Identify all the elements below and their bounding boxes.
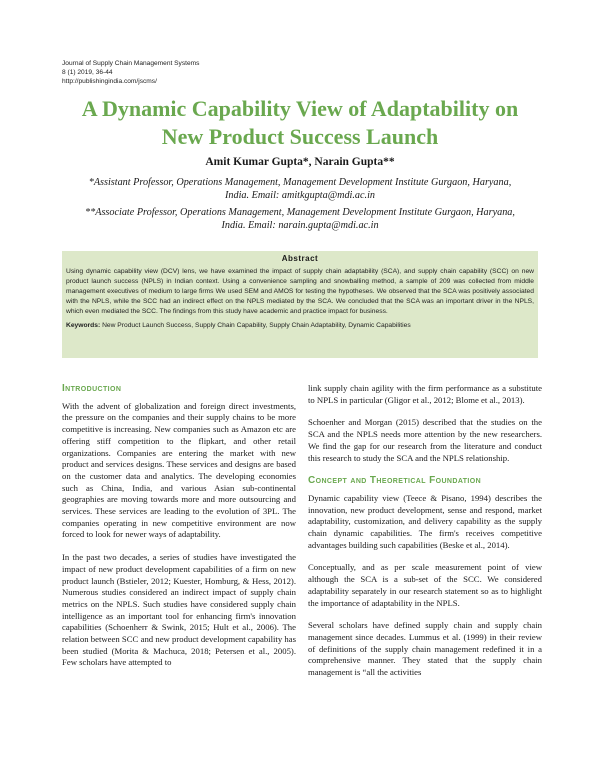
affiliation-second bbox=[60, 206, 540, 232]
journal-issue: 8 (1) 2019, 36-44 bbox=[62, 69, 113, 76]
right-paragraph-2: Schoenher and Morgan (2015) described that the studies on the SCA and the NPLS needs more attention by the new researchers. We find the gap for our research from the literature and conduct this research to study the SCA and the NPLS relationship. bbox=[308, 417, 542, 463]
affiliation-first-line2: India. Email: amitkgupta@mdi.ac.in bbox=[225, 190, 375, 201]
journal-info bbox=[62, 59, 199, 86]
keywords-list: New Product Launch Success, Supply Chain Capability, Supply Chain Adaptability, Dynamic Capabilities bbox=[102, 322, 411, 329]
introduction-paragraph-2: In the past two decades, a series of studies have investigated the impact of new product development capabilities of a firm on new product launch (Bstieler, 2012; Kuester, Homburg, & Hess, 2012). Numerous studies considered an indirect impact of supply chain metrics on the NPLS. Such studies have considered supply chain intelligence as an important tool for enhancing firm's innovation capabilities (Schoenherr & Swink, 2015; Hult et al., 2006). The relation between SCC and new product development capability has been studied (Morita & Machuca, 2018; Petersen et al., 2005). Few scholars have attempted to bbox=[62, 552, 296, 668]
keywords-label: Keywords: bbox=[66, 322, 101, 329]
introduction-paragraph-1: With the advent of globalization and foreign direct investments, the pressure on the companies and their supply chains to be more competitive is increasing. New companies such as Amazon etc are offering stiff competition to the flipkart, and other retail organizations. Companies are entering the market with new product and services designs. These services and designs are based on the customer data and analytics. The developing economies such as China, India, and various Asian sub-continental geographies are moving towards more and more outsourcing and services. These services are leading to the evolution of 3PL. The companies operating in new competitive environment are now forced to look for newer ways of adaptability. bbox=[62, 400, 296, 540]
affiliation-first bbox=[60, 176, 540, 202]
title-line-1: A Dynamic Capability View of Adaptability on bbox=[81, 96, 519, 121]
introduction-heading: Introduction bbox=[62, 383, 122, 394]
abstract-text: Using dynamic capability view (DCV) lens, we have examined the impact of supply chain adaptability (SCA), and supply chain capability (SCC) on new product launch success (NPLS) in Indian context. Using a convenience sampling and snowballing method, a sample of 209 was collected from middle management executives of medium to large firms We used SEM and AMOS for testing the hypotheses. We observed that the SCA was positively associated with the NPLS, while the SCC had an indirect effect on the NPLS mediated by the SCA. We concluded that the SCA was an important driver in the NPLS, which even mediated the SCC. The findings from this study have academic and practice impact for business. bbox=[66, 268, 534, 315]
abstract-keywords bbox=[66, 321, 534, 331]
journal-url[interactable]: http://publishingindia.com/jscms/ bbox=[62, 78, 157, 85]
affiliation-second-line2: India. Email: narain.gupta@mdi.ac.in bbox=[221, 220, 379, 231]
affiliation-first-line1: *Assistant Professor, Operations Management, Management Development Institute Gurgaon, Haryana, bbox=[88, 177, 512, 188]
title-line-2: New Product Success Launch bbox=[161, 124, 439, 149]
right-paragraph-5: Several scholars have defined supply chain and supply chain management since decades. Lummus et al. (1999) in their review of definitions of the supply chain management redefined it in a comprehensive manner. They stated that the supply chain management is “all the activities bbox=[308, 620, 542, 678]
abstract-box bbox=[62, 251, 538, 358]
right-paragraph-1: link supply chain agility with the firm performance as a substitute to NPLS in particular (Gligor et al., 2012; Blome et al., 2013). bbox=[308, 383, 542, 405]
journal-name: Journal of Supply Chain Management Systems bbox=[62, 60, 200, 67]
right-column bbox=[308, 383, 542, 679]
left-column bbox=[62, 383, 296, 669]
abstract-heading: Abstract bbox=[281, 254, 319, 263]
affiliation-second-line1: **Associate Professor, Operations Management, Management Development Institute Gurgaon, Haryana, bbox=[85, 207, 515, 218]
right-paragraph-3: Dynamic capability view (Teece & Pisano, 1994) describes the innovation, new product development, sense and respond, market adaptability, customization, and delivery capability as the supply chain dynamic capabilities. The firm's receives competitive advantages building such capabilities (Beske et al., 2014). bbox=[308, 492, 542, 550]
paper-title bbox=[40, 95, 560, 151]
concept-heading: Concept and Theoretical Foundation bbox=[308, 475, 482, 487]
authors: Amit Kumar Gupta*, Narain Gupta** bbox=[205, 156, 395, 168]
right-paragraph-4: Conceptually, and as per scale measurement point of view although the SCA is a sub-set of the SCC. We considered adaptability separately in our research statement so as to highlight the importance of adaptability in the NPLS. bbox=[308, 562, 542, 608]
